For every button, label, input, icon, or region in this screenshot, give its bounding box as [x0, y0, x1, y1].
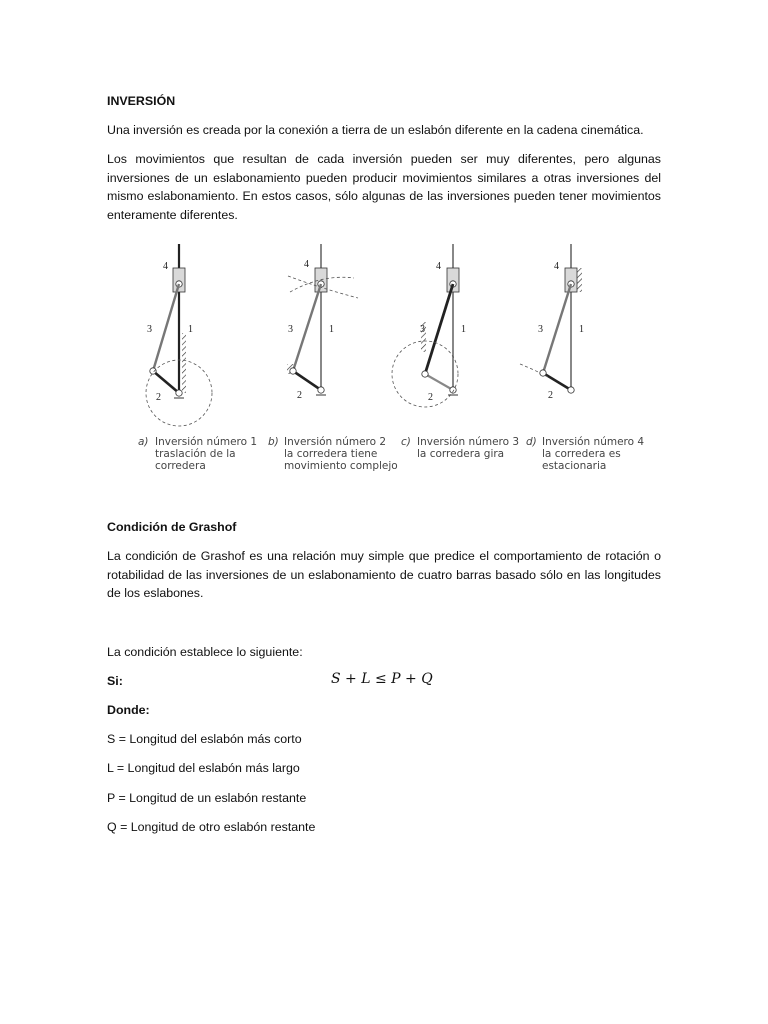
link-label-3: 3 — [147, 324, 152, 335]
link-label-4: 4 — [436, 261, 441, 272]
caption-d — [526, 436, 644, 472]
inversion-3-diagram — [392, 244, 466, 407]
link-label-2: 2 — [156, 392, 161, 403]
donde-label: Donde: — [107, 703, 150, 717]
paragraph-line: enteramente diferentes. — [107, 207, 238, 222]
paragraph-definition: Una inversión es creada por la conexión a tierra de un eslabón diferente en la cadena cinemática. — [107, 123, 644, 137]
inversion-1-diagram — [146, 244, 212, 426]
paragraph-line: inversiones de un eslabonamiento pueden producir movimientos similares a otras inversiones del — [107, 170, 661, 185]
link-label-2: 2 — [428, 392, 433, 403]
si-label: Si: — [107, 674, 123, 688]
caption-c — [401, 436, 519, 460]
caption-line: movimiento complejo — [284, 460, 398, 472]
paragraph-movements — [107, 150, 661, 224]
caption-letter: c) — [401, 436, 411, 448]
link-label-2: 2 — [548, 390, 553, 401]
link-label-1: 1 — [461, 324, 466, 335]
paragraph-line: rotabilidad de las inversiones de un eslabonamiento de cuatro barras basado sólo en las longitudes — [107, 567, 661, 582]
link-label-1: 1 — [579, 324, 584, 335]
caption-line: traslación de la — [155, 448, 236, 460]
inversion-4-diagram — [520, 244, 584, 401]
link-label-1: 1 — [329, 324, 334, 335]
link-label-1: 1 — [188, 324, 193, 335]
definition-q: Q = Longitud de otro eslabón restante — [107, 820, 316, 834]
caption-a — [138, 436, 257, 472]
definition-l: L = Longitud del eslabón más largo — [107, 761, 300, 775]
link-label-4: 4 — [163, 261, 168, 272]
heading-inversion: INVERSIÓN — [107, 94, 176, 108]
grashof-formula: S + L ≤ P + Q — [331, 671, 433, 687]
caption-line: estacionaria — [542, 460, 607, 472]
caption-letter: a) — [138, 436, 149, 448]
inversion-2-diagram — [287, 244, 358, 401]
caption-line: la corredera gira — [417, 448, 505, 460]
caption-line: la corredera es — [542, 448, 621, 460]
paragraph-line: de los eslabones. — [107, 586, 204, 600]
caption-line: la corredera tiene — [284, 448, 378, 460]
caption-line: Inversión número 2 — [284, 436, 387, 448]
caption-letter: b) — [268, 436, 279, 448]
link-label-4: 4 — [304, 259, 309, 270]
link-label-3: 3 — [420, 324, 425, 335]
definition-p: P = Longitud de un eslabón restante — [107, 791, 307, 805]
condition-intro: La condición establece lo siguiente: — [107, 645, 303, 659]
caption-line: Inversión número 1 — [155, 436, 258, 448]
inversions-figure — [130, 238, 650, 483]
definition-s: S = Longitud del eslabón más corto — [107, 732, 302, 746]
caption-line: Inversión número 3 — [417, 436, 520, 448]
paragraph-line: La condición de Grashof es una relación muy simple que predice el comportamiento de rotación o — [107, 549, 661, 563]
paragraph-grashof — [107, 547, 661, 603]
caption-b — [268, 436, 398, 472]
heading-grashof: Condición de Grashof — [107, 520, 237, 534]
paragraph-line: Los movimientos que resultan de cada inversión pueden ser muy diferentes, pero algunas — [107, 152, 661, 166]
caption-line: Inversión número 4 — [542, 436, 645, 448]
paragraph-line: mismo eslabonamiento. En estos casos, sólo algunas de las inversiones pueden tener movimientos — [107, 189, 661, 203]
link-label-3: 3 — [288, 324, 293, 335]
link-label-4: 4 — [554, 261, 559, 272]
caption-line: corredera — [155, 460, 206, 472]
caption-letter: d) — [526, 436, 537, 448]
link-label-2: 2 — [297, 390, 302, 401]
link-label-3: 3 — [538, 324, 543, 335]
